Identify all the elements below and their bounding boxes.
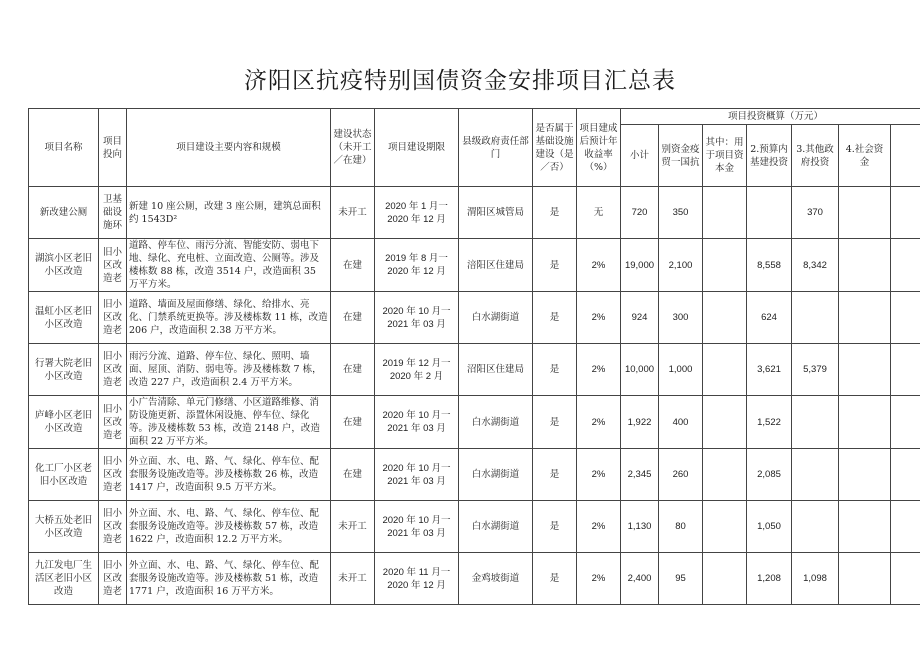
- cell-social: [839, 396, 891, 449]
- cell-budget: 624: [747, 292, 792, 344]
- cell-name: 大桥五处老旧小区改造: [29, 501, 99, 553]
- cell-special-note: [703, 239, 747, 292]
- header-infra: 是否属于基础设施建设（是／否）: [533, 109, 577, 187]
- cell-other-gov: 8,342: [792, 239, 839, 292]
- cell-yield: 2%: [577, 292, 621, 344]
- cell-other-gov: [792, 501, 839, 553]
- cell-yield: 2%: [577, 553, 621, 605]
- cell-dept: 白水湖街道: [459, 292, 533, 344]
- table-row: [29, 396, 920, 449]
- cell-other-gov: [792, 449, 839, 501]
- cell-special: 300: [659, 292, 703, 344]
- cell-dept: 涪阳区住建局: [459, 239, 533, 292]
- cell-period: 2019 年 12 月一2020 年 2 月: [375, 344, 459, 396]
- cell-special-note: [703, 553, 747, 605]
- header-special-note: 其中：用于项目资本金: [703, 125, 747, 187]
- cell-social: [839, 449, 891, 501]
- cell-budget: 3,621: [747, 344, 792, 396]
- cell-subtotal: 10,000: [621, 344, 659, 396]
- cell-budget: 2,085: [747, 449, 792, 501]
- cell-infra: 是: [533, 344, 577, 396]
- cell-spare: [891, 449, 920, 501]
- cell-subtotal: 2,400: [621, 553, 659, 605]
- cell-period: 2020 年 10 月一2021 年 03 月: [375, 396, 459, 449]
- cell-status: 在建: [331, 292, 375, 344]
- table-row: [29, 449, 920, 501]
- header-row-1: [29, 109, 920, 125]
- cell-spare: [891, 239, 920, 292]
- page-title: 济阳区抗疫特别国债资金安排项目汇总表: [244, 68, 676, 94]
- cell-other-gov: [792, 292, 839, 344]
- header-budget: 2.预算内基建投资: [747, 125, 792, 187]
- header-invest-group: 项目投资概算（万元）: [621, 109, 920, 125]
- header-content: 项目建设主要内容和规模: [127, 109, 331, 187]
- cell-yield: 2%: [577, 396, 621, 449]
- cell-name: 行署大院老旧小区改造: [29, 344, 99, 396]
- cell-period: 2020 年 11 月一2020 年 12 月: [375, 553, 459, 605]
- cell-dept: 金鸡坡街道: [459, 553, 533, 605]
- cell-name: 温虹小区老旧小区改造: [29, 292, 99, 344]
- cell-period: 2019 年 8 月一2020 年 12 月: [375, 239, 459, 292]
- cell-direction: 旧小区改造老: [99, 449, 127, 501]
- cell-status: 在建: [331, 239, 375, 292]
- cell-spare: [891, 344, 920, 396]
- cell-special: 80: [659, 501, 703, 553]
- cell-other-gov: 5,379: [792, 344, 839, 396]
- table-row: [29, 553, 920, 605]
- cell-other-gov: [792, 396, 839, 449]
- cell-status: 在建: [331, 344, 375, 396]
- cell-subtotal: 1,922: [621, 396, 659, 449]
- cell-budget: 1,050: [747, 501, 792, 553]
- cell-period: 2020 年 10 月一2021 年 03 月: [375, 292, 459, 344]
- header-period: 项目建设期限: [375, 109, 459, 187]
- table-row: [29, 187, 920, 239]
- cell-direction: 旧小区改造老: [99, 292, 127, 344]
- cell-social: [839, 239, 891, 292]
- cell-name: 新改建公厕: [29, 187, 99, 239]
- cell-budget: 8,558: [747, 239, 792, 292]
- cell-spare: [891, 187, 920, 239]
- cell-special: 350: [659, 187, 703, 239]
- cell-special-note: [703, 344, 747, 396]
- cell-content: 小广告清除、单元门修缮、小区道路维修、消防设施更新、添置休闲设施、停车位、绿化等。涉及楼栋数 53 栋，改造 2148 户，改造面积 22 万平方米。: [127, 396, 331, 449]
- project-summary-table: [28, 108, 920, 605]
- cell-infra: 是: [533, 553, 577, 605]
- cell-dept: 白水湖街道: [459, 396, 533, 449]
- table-row: [29, 344, 920, 396]
- cell-content: 外立面、水、电、路、气、绿化、停车位、配套服务设施改造等。涉及楼栋数 26 栋，改造 1417 户，改造面积 9.5 万平方米。: [127, 449, 331, 501]
- cell-status: 未开工: [331, 553, 375, 605]
- cell-infra: 是: [533, 187, 577, 239]
- header-spare: [891, 125, 920, 187]
- cell-yield: 无: [577, 187, 621, 239]
- cell-status: 在建: [331, 396, 375, 449]
- header-special: 别资金疫贸一国抗: [659, 125, 703, 187]
- cell-spare: [891, 553, 920, 605]
- cell-status: 未开工: [331, 501, 375, 553]
- cell-period: 2020 年 1 月一2020 年 12 月: [375, 187, 459, 239]
- cell-spare: [891, 292, 920, 344]
- cell-spare: [891, 396, 920, 449]
- cell-special: 2,100: [659, 239, 703, 292]
- cell-subtotal: 924: [621, 292, 659, 344]
- cell-special-note: [703, 501, 747, 553]
- cell-other-gov: 1,098: [792, 553, 839, 605]
- cell-direction: 旧小区改造老: [99, 239, 127, 292]
- cell-content: 外立面、水、电、路、气、绿化、停车位、配套服务设施改造等。涉及楼栋数 51 栋，改造 1771 户，改造面积 16 万平方米。: [127, 553, 331, 605]
- cell-other-gov: 370: [792, 187, 839, 239]
- table-row: [29, 239, 920, 292]
- header-yield: 项目建成后预计年收益率（%）: [577, 109, 621, 187]
- cell-spare: [891, 501, 920, 553]
- cell-status: 在建: [331, 449, 375, 501]
- cell-dept: 渭阳区城管局: [459, 187, 533, 239]
- cell-special: 95: [659, 553, 703, 605]
- cell-subtotal: 1,130: [621, 501, 659, 553]
- cell-special-note: [703, 292, 747, 344]
- cell-direction: 旧小区改造老: [99, 553, 127, 605]
- cell-direction: 旧小区改造老: [99, 396, 127, 449]
- cell-budget: 1,522: [747, 396, 792, 449]
- cell-infra: 是: [533, 239, 577, 292]
- cell-budget: 1,208: [747, 553, 792, 605]
- header-dept: 县级政府责任部门: [459, 109, 533, 187]
- cell-yield: 2%: [577, 449, 621, 501]
- cell-infra: 是: [533, 449, 577, 501]
- cell-content: 雨污分流、道路、停车位、绿化、照明、墙面、屋顶、消防、弱电等。涉及楼栋数 7 栋，改造 227 户，改造面积 2.4 万平方米。: [127, 344, 331, 396]
- cell-name: 庐峰小区老旧小区改造: [29, 396, 99, 449]
- cell-period: 2020 年 10 月一2021 年 03 月: [375, 501, 459, 553]
- cell-yield: 2%: [577, 239, 621, 292]
- cell-budget: [747, 187, 792, 239]
- cell-yield: 2%: [577, 344, 621, 396]
- cell-social: [839, 501, 891, 553]
- cell-social: [839, 344, 891, 396]
- cell-period: 2020 年 10 月一2021 年 03 月: [375, 449, 459, 501]
- cell-special: 1,000: [659, 344, 703, 396]
- cell-name: 湖滨小区老旧小区改造: [29, 239, 99, 292]
- cell-subtotal: 19,000: [621, 239, 659, 292]
- cell-name: 九江发电厂生活区老旧小区改造: [29, 553, 99, 605]
- cell-direction: 旧小区改造老: [99, 344, 127, 396]
- cell-dept: 沼阳区住建局: [459, 344, 533, 396]
- cell-direction: 旧小区改造老: [99, 501, 127, 553]
- cell-status: 未开工: [331, 187, 375, 239]
- cell-yield: 2%: [577, 501, 621, 553]
- cell-content: 道路、停车位、雨污分流、智能安防、弱电下地、绿化、充电桩、立面改造、公厕等。涉及楼栋数 88 栋，改造 3514 户，改造面积 35 万平方米。: [127, 239, 331, 292]
- cell-dept: 白水湖街道: [459, 449, 533, 501]
- header-direction: 项目投向: [99, 109, 127, 187]
- cell-social: [839, 187, 891, 239]
- cell-content: 道路、墙面及屋面修缮、绿化、给排水、亮化、门禁系统更换等。涉及楼栋数 11 栋，改造 206 户，改造面积 2.38 万平方米。: [127, 292, 331, 344]
- table-row: [29, 501, 920, 553]
- cell-special-note: [703, 396, 747, 449]
- cell-dept: 白水湖街道: [459, 501, 533, 553]
- table-row: [29, 292, 920, 344]
- cell-special: 400: [659, 396, 703, 449]
- cell-social: [839, 292, 891, 344]
- cell-direction: 卫基础设施环: [99, 187, 127, 239]
- cell-content: 外立面、水、电、路、气、绿化、停车位、配套服务设施改造等。涉及楼栋数 57 栋，改造 1622 户，改造面积 12.2 万平方米。: [127, 501, 331, 553]
- cell-name: 化工厂小区老旧小区改造: [29, 449, 99, 501]
- header-social: 4.社会资金: [839, 125, 891, 187]
- header-subtotal: 小计: [621, 125, 659, 187]
- cell-special: 260: [659, 449, 703, 501]
- header-name: 项目名称: [29, 109, 99, 187]
- cell-special-note: [703, 187, 747, 239]
- header-status: 建设状态（未开工／在建）: [331, 109, 375, 187]
- cell-infra: 是: [533, 292, 577, 344]
- cell-subtotal: 2,345: [621, 449, 659, 501]
- header-other-gov: 3.其他政府投资: [792, 125, 839, 187]
- cell-content: 新建 10 座公厕，改建 3 座公厕，建筑总面积约 1543D²: [127, 187, 331, 239]
- cell-social: [839, 553, 891, 605]
- cell-subtotal: 720: [621, 187, 659, 239]
- cell-special-note: [703, 449, 747, 501]
- cell-infra: 是: [533, 501, 577, 553]
- cell-infra: 是: [533, 396, 577, 449]
